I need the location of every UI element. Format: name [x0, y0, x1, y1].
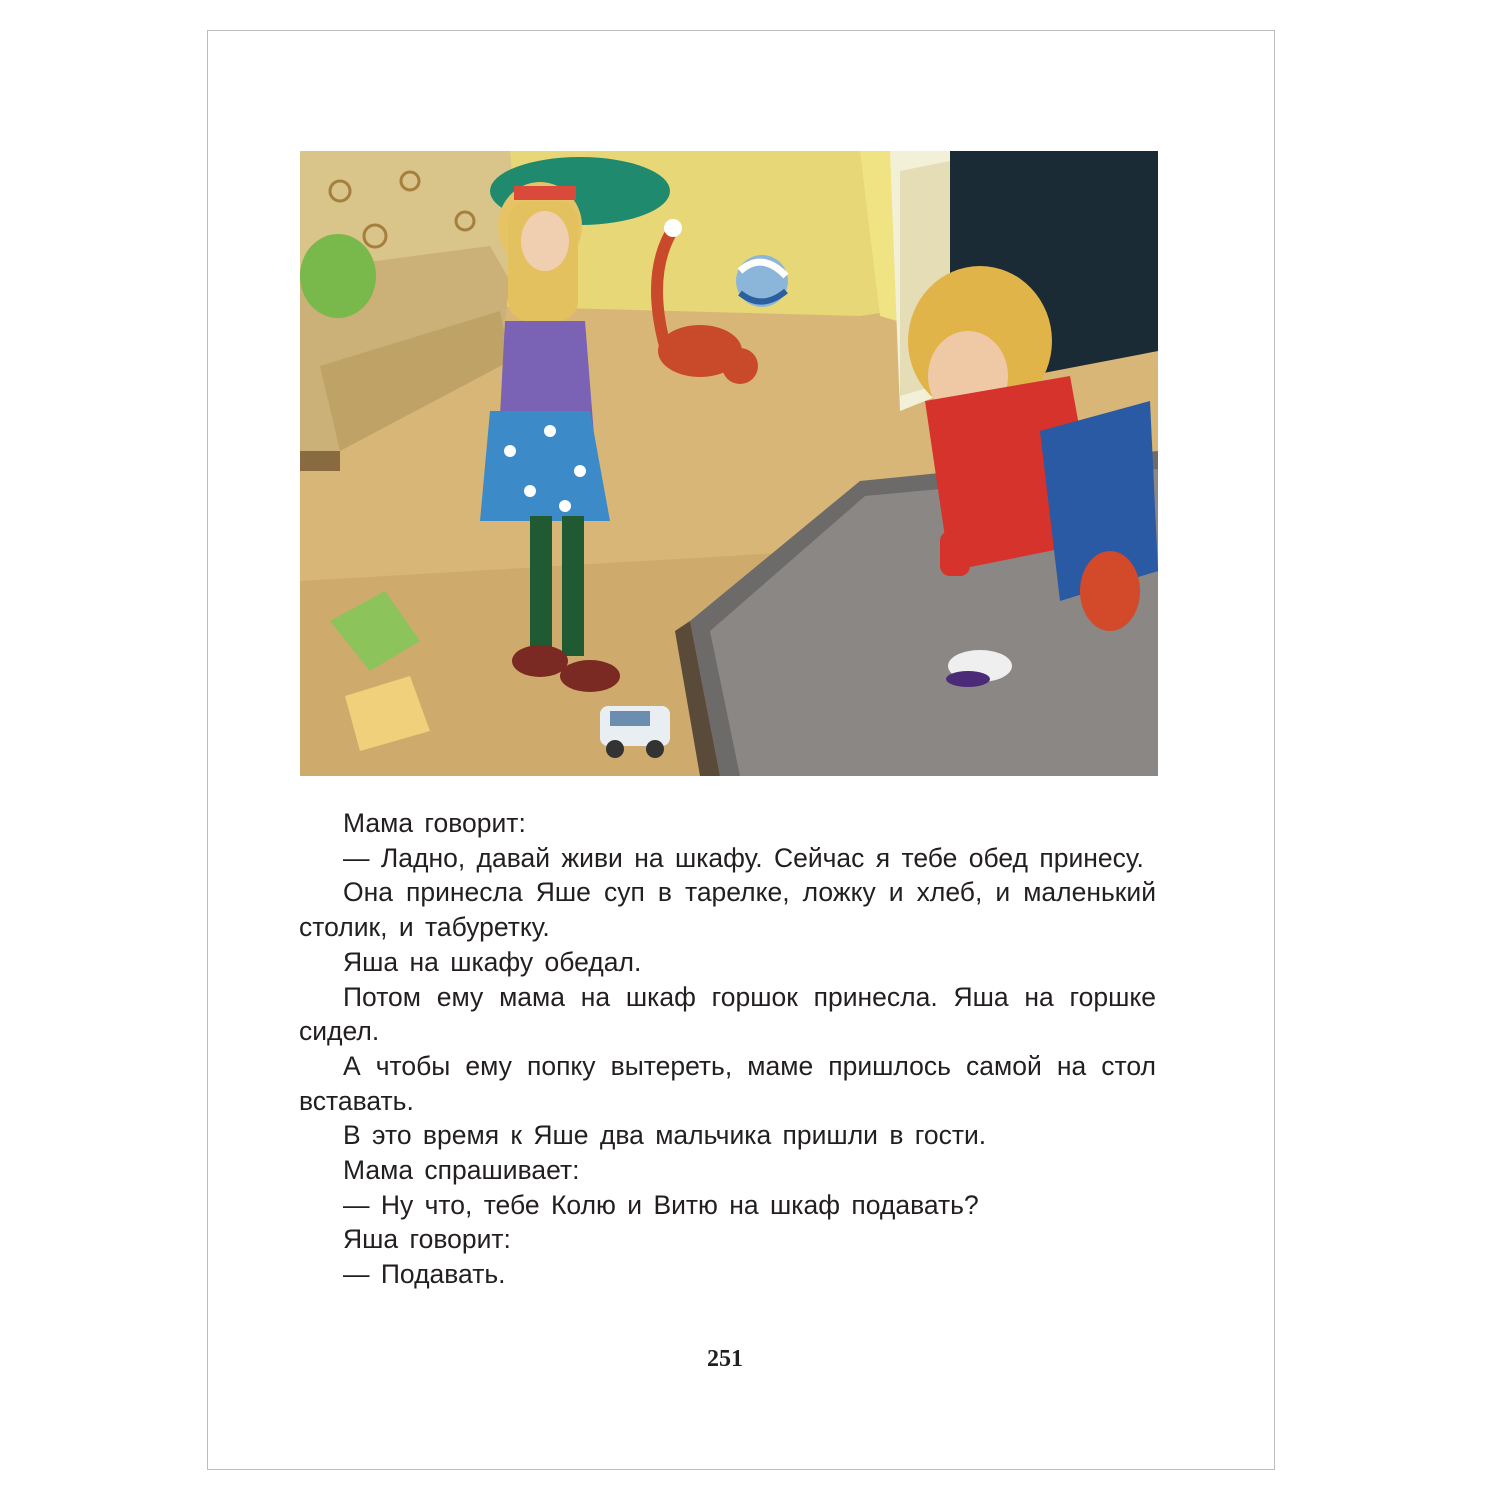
paragraph: Мама говорит:: [343, 808, 526, 838]
paragraph: Яша говорит:: [343, 1224, 511, 1255]
paragraph: — Подавать.: [343, 1259, 506, 1290]
paragraph: — Ладно, давай живи на шкафу. Сейчас я тебе обед принесу.: [343, 842, 1144, 873]
paragraph: Яша на шкафу обедал.: [343, 946, 642, 977]
page-number: 251: [707, 1346, 743, 1372]
story-text: [299, 806, 1156, 1292]
paragraph: Потом ему мама на шкаф горшок принесла. Яша на горшке сидел.: [299, 981, 1156, 1047]
paragraph: В это время к Яше два мальчика пришли в гости.: [343, 1120, 987, 1151]
paragraph: — Ну что, тебе Колю и Витю на шкаф подавать?: [343, 1189, 979, 1220]
paragraph: А чтобы ему попку вытереть, маме пришлось самой на стол вставать.: [299, 1050, 1156, 1116]
paragraph: Мама спрашивает:: [343, 1155, 580, 1186]
book-illustration: [300, 151, 1158, 776]
paragraph: Она принесла Яше суп в тарелке, ложку и хлеб, и маленький столик, и табуретку.: [299, 877, 1156, 943]
